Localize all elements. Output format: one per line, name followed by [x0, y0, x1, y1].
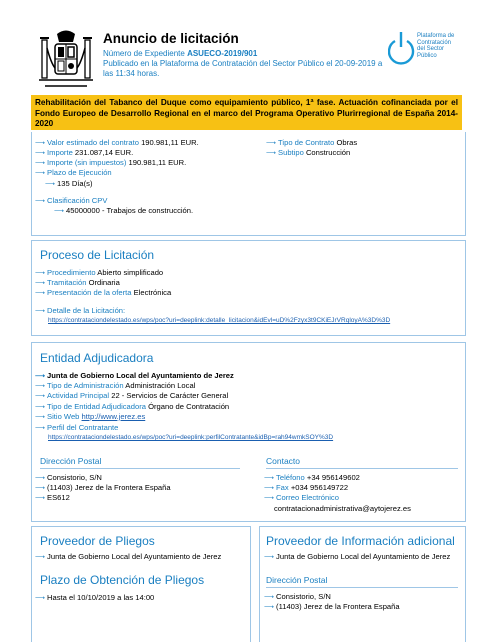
info-heading: Proveedor de Información adicional	[266, 534, 455, 548]
platform-name-line: Plataforma de	[417, 33, 455, 39]
arrow-icon: ⟶	[54, 208, 65, 215]
importe-value: 231.087,14 EUR.	[74, 148, 134, 157]
sin-impuestos-label: Importe (sin impuestos)	[47, 158, 127, 167]
perfil-link-row	[48, 433, 333, 443]
arrow-icon: ⟶	[35, 425, 46, 432]
arrow-icon: ⟶	[35, 150, 46, 157]
pliegos-value-row	[35, 552, 221, 563]
expediente-label: Número de Expediente	[103, 49, 185, 58]
coat-of-arms-icon	[37, 28, 95, 90]
fax-value: +034 956149722	[290, 483, 349, 492]
expediente-value: ASUECO-2019/901	[187, 49, 258, 58]
platform-name-line: Público	[417, 52, 437, 59]
correo-value[interactable]: contratacionadministrativa@aytojerez.es	[274, 504, 411, 513]
plazo-value: 135 Día(s)	[57, 179, 93, 188]
arrow-icon: ⟶	[35, 485, 46, 492]
presentacion-label: Presentación de la oferta	[47, 288, 132, 297]
arrow-icon: ⟶	[35, 554, 46, 561]
subtipo-row	[266, 148, 350, 159]
actividad-row	[35, 391, 228, 402]
arrow-icon: ⟶	[35, 595, 46, 602]
arrow-icon: ⟶	[35, 495, 46, 502]
dir-line-2-value: (11403) Jerez de la Frontera España	[47, 483, 171, 492]
proceso-heading: Proceso de Licitación	[40, 248, 155, 262]
document-header	[0, 0, 495, 92]
arrow-icon: ⟶	[35, 160, 46, 167]
divider	[266, 587, 458, 588]
contract-title-banner: Rehabilitación del Tabanco del Duque como equipamiento público, 1ª fase. Actuación cofinanciada por el Fondo Europeo de Desarrollo Regional en el marco del Programa Operativo Plurirregional de España 2014-2020	[31, 95, 462, 130]
arrow-icon: ⟶	[35, 404, 46, 411]
platform-name-line: del Sector	[417, 46, 445, 52]
plazo-row	[35, 168, 112, 179]
tipo-entidad-label: Tipo de Entidad Adjudicadora	[47, 402, 146, 411]
divider	[266, 468, 458, 469]
info-value: Junta de Gobierno Local del Ayuntamiento de Jerez	[276, 552, 451, 561]
arrow-icon: ⟶	[264, 604, 275, 611]
pliegos-heading: Proveedor de Pliegos	[40, 534, 155, 548]
dir-line-3	[35, 493, 70, 504]
tipo-entidad-value: Órgano de Contratación	[148, 402, 230, 411]
detalle-link[interactable]: https://contrataciondelestado.es/wps/poc?uri=deeplink:detalle_licitacion&idEvl=uD%2Fzyx3t9CKiEJrVRqloyA%3D%3D	[48, 317, 391, 324]
dir-line-3-value: ES612	[47, 493, 70, 502]
info-dir-line-1-value: Consistorio, S/N	[276, 592, 331, 601]
correo-label: Correo Electrónico	[276, 493, 339, 502]
platform-name	[417, 33, 472, 59]
arrow-icon: ⟶	[35, 170, 46, 177]
arrow-icon: ⟶	[264, 475, 275, 482]
info-dir-line-2-value: (11403) Jerez de la Frontera España	[276, 602, 400, 611]
correo-row	[264, 493, 339, 504]
tipo-admin-value: Administración Local	[125, 381, 196, 390]
presentacion-row	[35, 288, 171, 299]
arrow-icon: ⟶	[264, 554, 275, 561]
plazo-obtencion-heading: Plazo de Obtención de Pliegos	[40, 573, 205, 587]
detalle-label: Detalle de la Licitación:	[47, 306, 126, 315]
arrow-icon: ⟶	[264, 594, 275, 601]
info-value-row	[264, 552, 450, 563]
plazo-obtencion-value: Hasta el 10/10/2019 a las 14:00	[47, 593, 155, 602]
arrow-icon: ⟶	[35, 373, 46, 380]
arrow-icon: ⟶	[35, 414, 46, 421]
info-direccion-heading: Dirección Postal	[266, 575, 328, 585]
arrow-icon: ⟶	[45, 181, 56, 188]
telefono-value: +34 956149602	[306, 473, 360, 482]
cpv-value-row	[54, 206, 193, 217]
arrow-icon: ⟶	[35, 308, 46, 315]
arrow-icon: ⟶	[35, 140, 46, 147]
page-title: Anuncio de licitación	[103, 31, 239, 46]
procedimiento-value: Abierto simplificado	[97, 268, 164, 277]
entidad-name: Junta de Gobierno Local del Ayuntamiento de Jerez	[47, 371, 234, 380]
dir-line-1-value: Consistorio, S/N	[47, 473, 102, 482]
procedimiento-label: Procedimiento	[47, 268, 96, 277]
sitio-web-label: Sitio Web	[47, 412, 80, 421]
tramitacion-label: Tramitación	[47, 278, 87, 287]
plazo-label: Plazo de Ejecución	[47, 168, 112, 177]
arrow-icon: ⟶	[35, 198, 46, 205]
cpv-label: Clasificación CPV	[47, 196, 108, 205]
telefono-label: Teléfono	[276, 473, 305, 482]
tramitacion-value: Ordinaria	[88, 278, 120, 287]
importe-label: Importe	[47, 148, 73, 157]
pliegos-value: Junta de Gobierno Local del Ayuntamiento de Jerez	[47, 552, 222, 561]
tipo-contrato-value: Obras	[336, 138, 358, 147]
correo-value-row	[274, 504, 411, 514]
perfil-link[interactable]: https://contrataciondelestado.es/wps/poc?uri=deeplink:perfilContratante&idBp=rah94wmkSOY%3D	[48, 434, 334, 441]
expediente-line	[103, 49, 257, 59]
contacto-heading: Contacto	[266, 456, 301, 466]
plazo-value-row	[45, 179, 93, 190]
detalle-link-row	[48, 316, 390, 326]
arrow-icon: ⟶	[35, 393, 46, 400]
published-line-2: las 11:34 horas.	[103, 69, 160, 78]
actividad-value: 22 - Servicios de Carácter General	[111, 391, 229, 400]
arrow-icon: ⟶	[35, 280, 46, 287]
cpv-value: 45000000 - Trabajos de construcción.	[66, 206, 194, 215]
arrow-icon: ⟶	[264, 495, 275, 502]
arrow-icon: ⟶	[35, 290, 46, 297]
entidad-heading: Entidad Adjudicadora	[40, 351, 154, 365]
subtipo-value: Construcción	[305, 148, 351, 157]
arrow-icon: ⟶	[264, 485, 275, 492]
fax-label: Fax	[276, 483, 289, 492]
sitio-web-row	[35, 412, 145, 423]
presentacion-value: Electrónica	[133, 288, 172, 297]
sitio-web-link[interactable]: http://www.jerez.es	[81, 412, 146, 421]
arrow-icon: ⟶	[35, 475, 46, 482]
valor-value: 190.981,11 EUR.	[141, 138, 199, 147]
platform-name-line: Contratación	[417, 39, 452, 46]
actividad-label: Actividad Principal	[47, 391, 110, 400]
arrow-icon: ⟶	[35, 383, 46, 390]
sin-impuestos-value: 190.981,11 EUR.	[128, 158, 187, 167]
arrow-icon: ⟶	[35, 270, 46, 277]
arrow-icon: ⟶	[266, 140, 277, 147]
arrow-icon: ⟶	[266, 150, 277, 157]
info-dir-line-2	[264, 602, 400, 613]
published-line-1: Publicado en la Plataforma de Contratación del Sector Público el 20-09-2019 a	[103, 59, 383, 68]
tipo-admin-label: Tipo de Administración	[47, 381, 124, 390]
subtipo-label: Subtipo	[278, 148, 304, 157]
direccion-heading: Dirección Postal	[40, 456, 102, 466]
tipo-contrato-label: Tipo de Contrato	[278, 138, 335, 147]
divider	[40, 468, 240, 469]
plazo-obtencion-row	[35, 593, 154, 604]
valor-label: Valor estimado del contrato	[47, 138, 139, 147]
perfil-label: Perfil del Contratante	[47, 423, 119, 432]
